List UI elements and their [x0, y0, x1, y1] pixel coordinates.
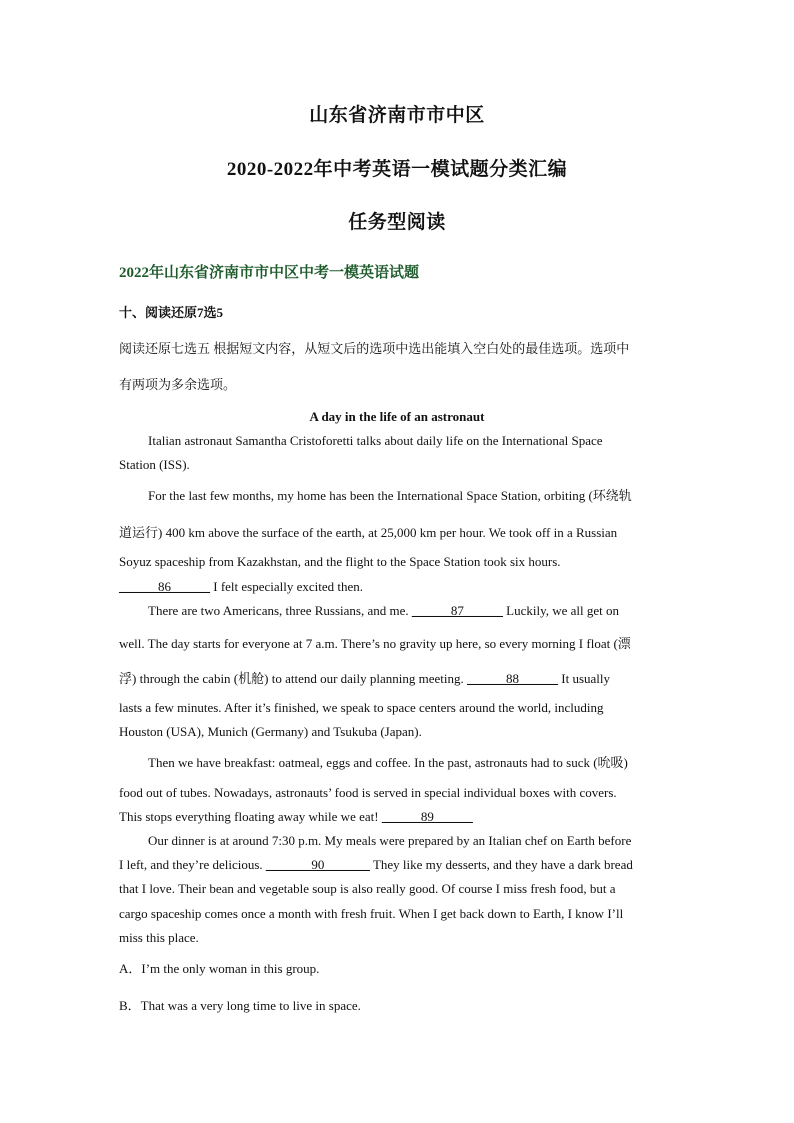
passage-text: There are two Americans, three Russians, and me.: [148, 603, 409, 618]
passage-line: Station (ISS).: [119, 457, 190, 472]
blank-86: ______86______: [119, 579, 210, 594]
passage-line: Then we have breakfast: oatmeal, eggs and coffee. In the past, astronauts had to suck (吮吸): [148, 755, 628, 770]
instructions-line: 阅读还原七选五 根据短文内容，从短文后的选项中选出能填入空白处的最佳选项。选项中: [119, 341, 630, 356]
passage-text: This stops everything floating away while we eat!: [119, 809, 379, 824]
blank-89: ______89______: [381, 809, 473, 824]
section-heading: 十、阅读还原7选5: [119, 305, 224, 320]
option-b: B．That was a very long time to live in space.: [119, 998, 361, 1013]
passage-text: 浮) through the cabin (机舱) to attend our daily planning meeting.: [119, 671, 464, 686]
passage-line: lasts a few minutes. After it’s finished, we speak to space centers around the world, including: [119, 700, 604, 715]
option-a: A．I’m the only woman in this group.: [119, 961, 320, 976]
passage-line: [119, 579, 363, 595]
document-title-line2: 2020-2022年中考英语一模试题分类汇编: [226, 159, 568, 180]
blank-90: _______90_______: [265, 857, 370, 872]
passage-line: that I love. Their bean and vegetable soup is also really good. Of course I miss fresh food, but a: [119, 881, 616, 896]
blank-88: ______88______: [467, 671, 559, 686]
passage-line: 道运行) 400 km above the surface of the earth, at 25,000 km per hour. We took off in a Russian: [119, 525, 618, 540]
instructions-line: 有两项为多余选项。: [119, 377, 237, 392]
passage-line: For the last few months, my home has been the International Space Station, orbiting (环绕轨: [148, 488, 632, 503]
passage-line: Houston (USA), Munich (Germany) and Tsukuba (Japan).: [119, 724, 422, 739]
document-title-line3: 任务型阅读: [348, 212, 446, 233]
passage-line: Italian astronaut Samantha Cristoforetti talks about daily life on the International Space: [148, 433, 603, 448]
passage-line: miss this place.: [119, 930, 199, 945]
passage-line: cargo spaceship comes once a month with fresh fruit. When I get back down to Earth, I know I’ll: [119, 906, 624, 921]
passage-line: food out of tubes. Nowadays, astronauts’ food is served in special individual boxes with covers.: [119, 785, 617, 800]
passage-line: Soyuz spaceship from Kazakhstan, and the flight to the Space Station took six hours.: [119, 554, 561, 569]
blank-87: ______87______: [411, 603, 503, 618]
passage-line: [119, 809, 473, 825]
passage-text: It usually: [561, 671, 611, 686]
passage-line: [119, 857, 633, 873]
passage-line: Our dinner is at around 7:30 p.m. My meals were prepared by an Italian chef on Earth before: [148, 833, 632, 848]
passage-text: I felt especially excited then.: [213, 579, 364, 594]
passage-line: [119, 668, 610, 687]
document-title-line1: 山东省济南市市中区: [309, 105, 485, 126]
exam-title: 2022年山东省济南市市中区中考一模英语试题: [119, 265, 420, 281]
passage-text: They like my desserts, and they have a dark bread: [372, 857, 633, 872]
passage-text: Luckily, we all get on: [506, 603, 620, 618]
passage-text: I left, and they’re delicious.: [119, 857, 263, 872]
passage-title: A day in the life of an astronaut: [309, 409, 485, 424]
passage-line: [148, 603, 619, 619]
passage-line: well. The day starts for everyone at 7 a.m. There’s no gravity up here, so every morning I float (漂: [119, 636, 631, 651]
